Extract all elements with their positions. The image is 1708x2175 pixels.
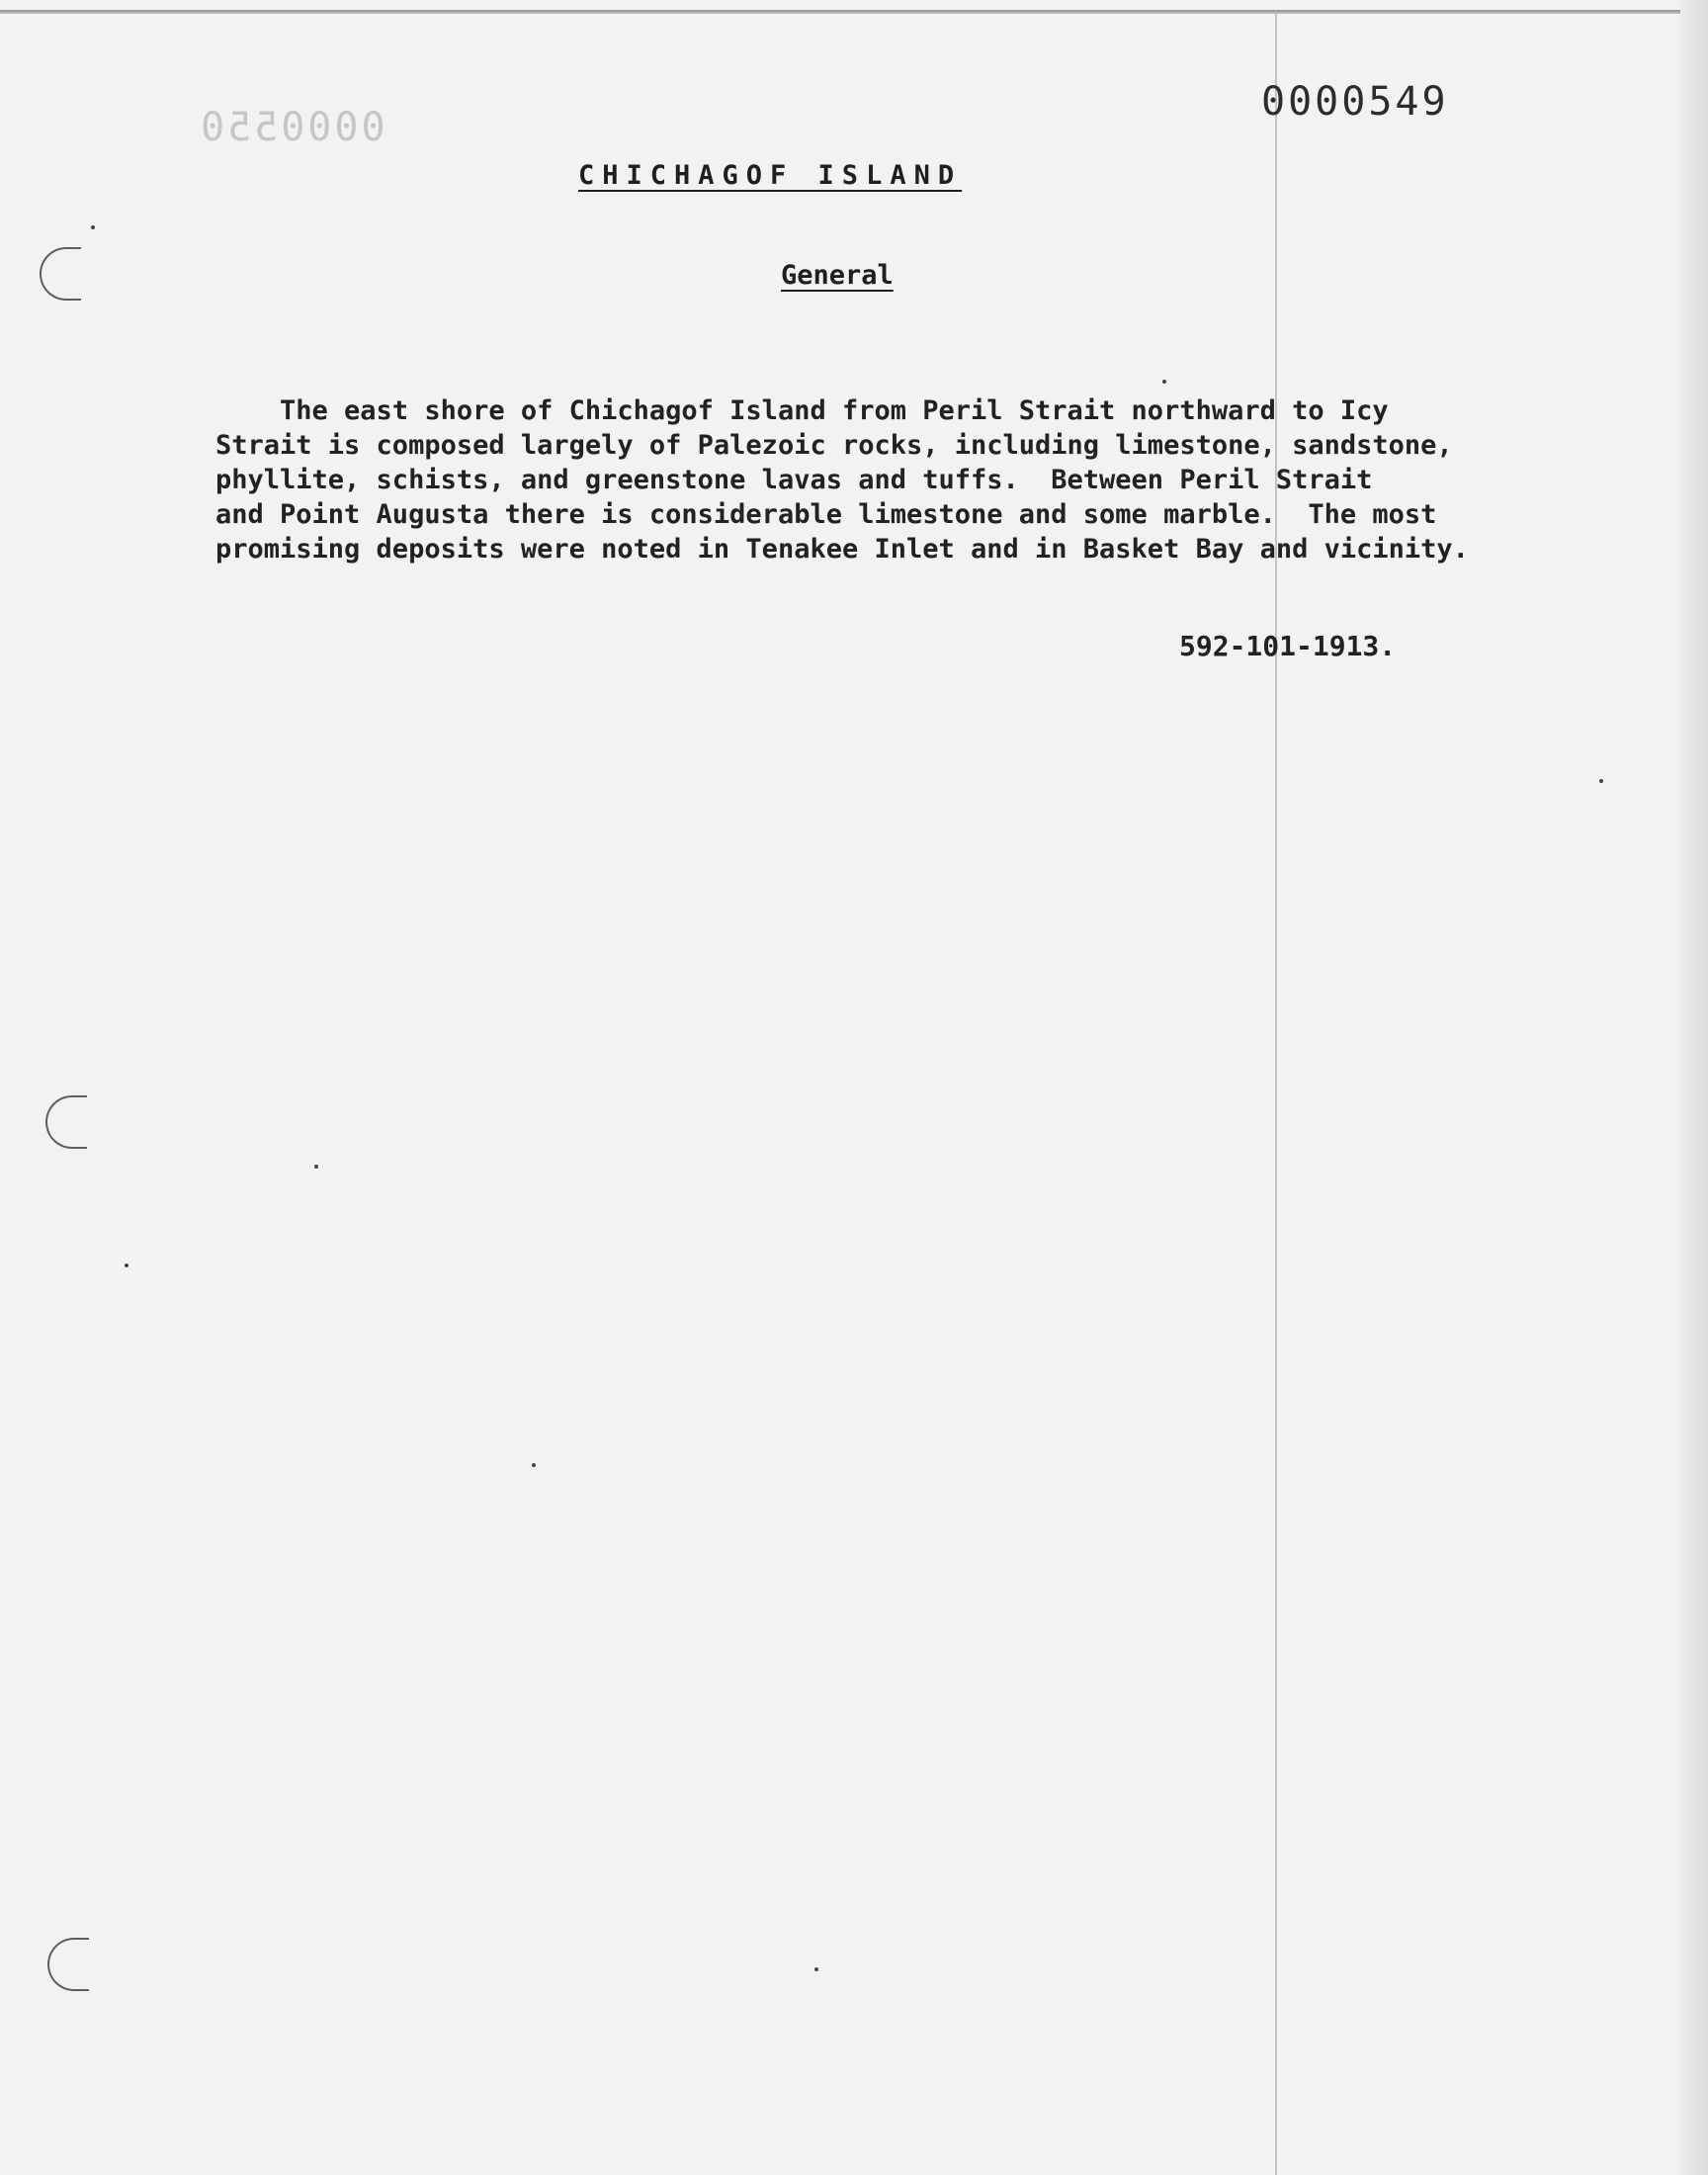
paragraph-line: phyllite, schists, and greenstone lavas and tuffs. Between Peril Strait bbox=[215, 465, 1373, 495]
paragraph-line: Strait is composed largely of Palezoic rocks, including limestone, sandstone, bbox=[215, 430, 1453, 461]
fold-line bbox=[1275, 14, 1277, 2175]
citation-reference: 592-101-1913. bbox=[1179, 630, 1397, 662]
page-top-edge bbox=[0, 10, 1680, 14]
punch-hole-mark bbox=[47, 1938, 89, 1991]
paper-speck bbox=[1599, 779, 1603, 783]
document-number: 0000549 bbox=[1261, 79, 1449, 125]
paper-speck bbox=[814, 1967, 818, 1971]
section-heading: General bbox=[781, 260, 894, 291]
paper-speck bbox=[1162, 380, 1166, 384]
paragraph-line: and Point Augusta there is considerable limestone and some marble. The most bbox=[215, 499, 1437, 530]
paper-speck bbox=[91, 225, 95, 229]
paper-speck bbox=[125, 1263, 128, 1267]
punch-hole-mark bbox=[40, 247, 81, 301]
body-paragraph bbox=[215, 393, 1540, 566]
punch-hole-mark bbox=[45, 1095, 87, 1149]
bleed-through-number: 0000550 bbox=[198, 105, 385, 150]
page-title: CHICHAGOF ISLAND bbox=[578, 160, 963, 191]
paper-speck bbox=[532, 1463, 536, 1467]
paragraph-line: The east shore of Chichagof Island from Peril Strait northward to Icy bbox=[215, 395, 1389, 426]
paper-speck bbox=[314, 1165, 318, 1169]
page-right-edge bbox=[1680, 0, 1708, 2175]
paragraph-line: promising deposits were noted in Tenakee Inlet and in Basket Bay and vicinity. bbox=[215, 534, 1469, 565]
